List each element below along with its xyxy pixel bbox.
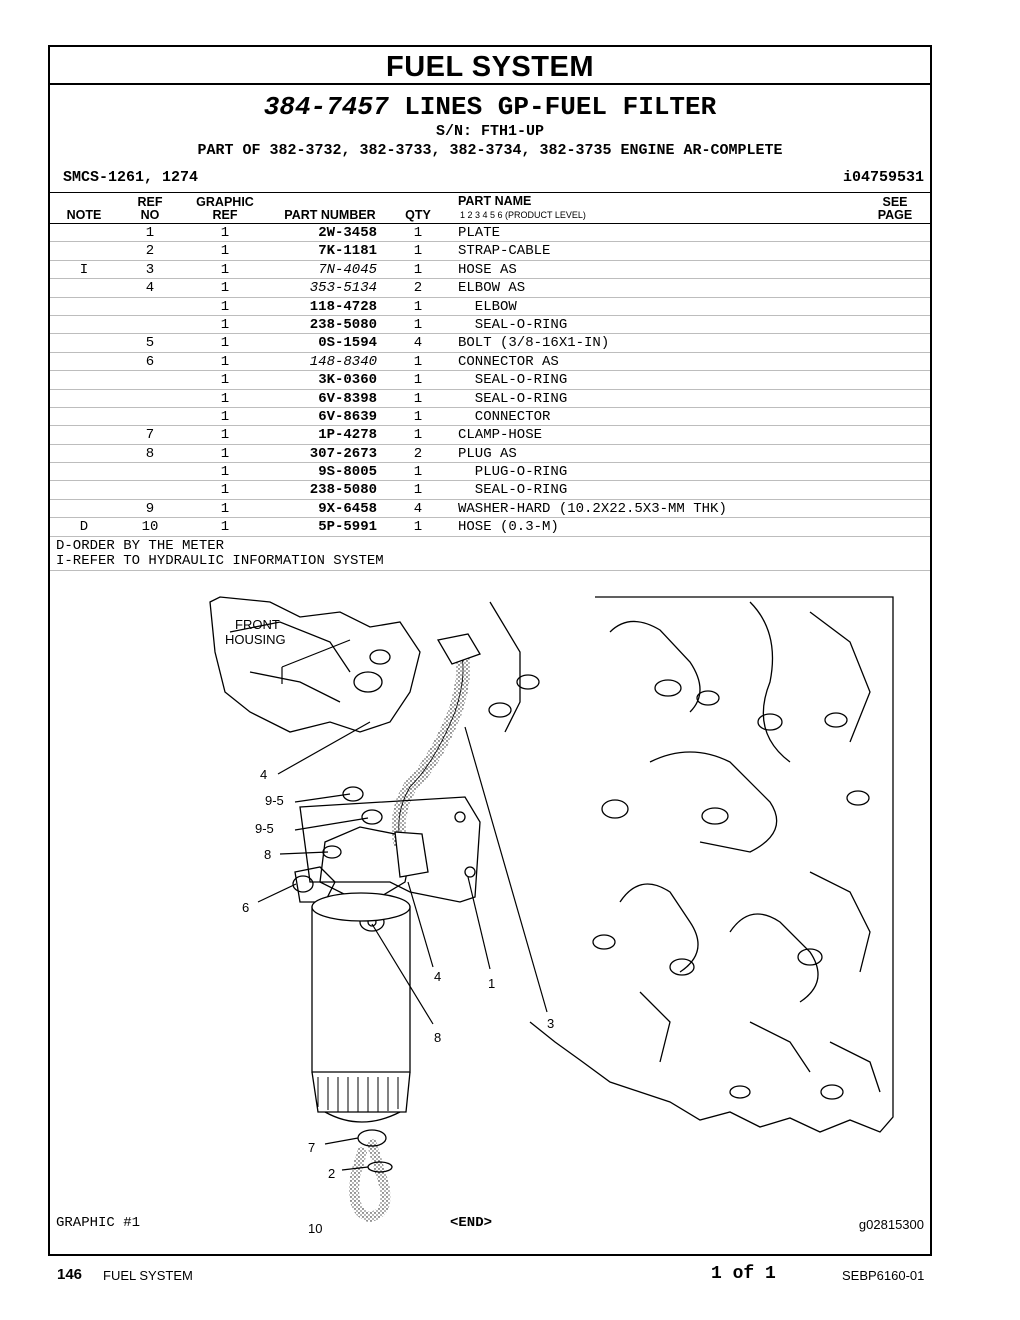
group-part-number: 384-7457: [263, 92, 389, 122]
table-row: [50, 261, 930, 279]
row-ref-no: 2: [145, 243, 155, 260]
graphic-number: g02815300: [858, 1217, 924, 1232]
table-row: [50, 334, 930, 352]
row-ref-no: 5: [145, 335, 155, 352]
col-qty: QTY: [405, 208, 431, 222]
callout-3: 3: [547, 1016, 555, 1031]
col-see-2: PAGE: [877, 208, 913, 222]
table-row: [50, 408, 930, 426]
row-qty: 4: [413, 335, 423, 352]
row-graphic-ref: 1: [220, 261, 230, 278]
note-i: I-REFER TO HYDRAULIC INFORMATION SYSTEM: [56, 553, 384, 569]
row-part-name: CLAMP-HOSE: [458, 427, 543, 444]
graphic-label: GRAPHIC #1: [56, 1215, 141, 1231]
row-part-number: 148-8340: [309, 353, 377, 370]
row-part-name: SEAL-O-RING: [458, 390, 568, 407]
table-row: [50, 371, 930, 389]
row-part-name: PLUG AS: [458, 445, 517, 462]
table-header: [50, 193, 930, 223]
row-part-name: SEAL-O-RING: [458, 372, 568, 389]
row-part-name: BOLT (3/8-16X1-IN): [458, 335, 610, 352]
table-row: [50, 316, 930, 334]
row-ref-no: 1: [145, 225, 155, 241]
row-graphic-ref: 1: [220, 372, 230, 389]
parts-table: [50, 224, 930, 537]
housing-label: HOUSING: [225, 632, 286, 647]
col-part-name: PART NAME: [458, 194, 532, 208]
row-ref-no: 10: [141, 519, 159, 536]
col-graphic-1: GRAPHIC: [196, 195, 254, 209]
row-graphic-ref: 1: [220, 390, 230, 407]
row-ref-no: 4: [145, 280, 155, 297]
document-frame: [48, 45, 932, 1256]
row-graphic-ref: 1: [220, 445, 230, 462]
callout-9-5: 9-5: [265, 793, 284, 808]
section-title: FUEL SYSTEM: [50, 47, 930, 85]
row-part-number: 7K-1181: [318, 243, 377, 260]
group-heading: [50, 92, 930, 122]
row-part-name: STRAP-CABLE: [458, 243, 551, 260]
note-d: D-ORDER BY THE METER: [56, 538, 225, 554]
row-part-name: WASHER-HARD (10.2X22.5X3-MM THK): [458, 500, 727, 517]
col-graphic-2: REF: [212, 208, 238, 222]
row-part-name: ELBOW: [458, 298, 517, 315]
table-row: [50, 445, 930, 463]
row-qty: 4: [413, 500, 423, 517]
footer-page-of: 1 of 1: [711, 1264, 776, 1284]
row-graphic-ref: 1: [220, 408, 230, 425]
table-row: [50, 298, 930, 316]
row-part-name: HOSE AS: [458, 261, 517, 278]
row-qty: 1: [413, 390, 423, 407]
divider: [50, 570, 930, 571]
mounting-plate: [300, 797, 480, 902]
table-row: [50, 481, 930, 499]
row-part-number: 5P-5991: [318, 519, 377, 536]
col-see-1: SEE: [882, 195, 908, 209]
row-graphic-ref: 1: [220, 316, 230, 333]
row-qty: 1: [413, 519, 423, 536]
table-row: [50, 426, 930, 444]
row-part-name: CONNECTOR: [458, 408, 551, 425]
row-qty: 1: [413, 225, 423, 241]
smcs-codes: SMCS-1261, 1274: [63, 169, 199, 186]
row-note: D: [79, 519, 89, 536]
row-graphic-ref: 1: [220, 353, 230, 370]
table-row: [50, 500, 930, 518]
callout-10: 10: [308, 1221, 323, 1236]
row-part-number: 0S-1594: [318, 335, 377, 352]
footer-system: FUEL SYSTEM: [103, 1268, 193, 1283]
table-row: [50, 518, 930, 536]
hose-loop: [354, 1144, 386, 1217]
row-part-number: 238-5080: [309, 482, 377, 499]
footer-doc-number: SEBP6160-01: [842, 1268, 925, 1283]
row-graphic-ref: 1: [220, 500, 230, 517]
table-row: [50, 224, 930, 242]
row-graphic-ref: 1: [220, 335, 230, 352]
row-part-name: HOSE (0.3-M): [458, 519, 559, 536]
table-row: [50, 390, 930, 408]
row-part-number: 6V-8398: [318, 390, 377, 407]
footer-page-number: 146: [57, 1266, 83, 1283]
callout-8: 8: [434, 1030, 442, 1045]
row-part-number: 9S-8005: [318, 464, 377, 481]
serial-number: S/N: FTH1-UP: [435, 123, 545, 140]
row-graphic-ref: 1: [220, 482, 230, 499]
row-part-number: 2W-3458: [318, 225, 377, 241]
row-qty: 1: [413, 464, 423, 481]
row-part-number: 353-5134: [309, 280, 377, 297]
col-note: NOTE: [66, 208, 102, 222]
row-qty: 1: [413, 243, 423, 260]
group-name: LINES GP-FUEL FILTER: [404, 92, 717, 122]
housing-label: FRONT: [235, 617, 280, 632]
callout-7: 7: [308, 1140, 316, 1155]
row-qty: 1: [413, 316, 423, 333]
row-qty: 1: [413, 427, 423, 444]
row-part-number: 3K-0360: [318, 372, 377, 389]
row-part-number: 9X-6458: [318, 500, 377, 517]
row-ref-no: 7: [145, 427, 155, 444]
table-row: [50, 463, 930, 481]
elbow-top: [438, 634, 480, 664]
info-id: i04759531: [842, 169, 924, 186]
callout-6: 6: [242, 900, 250, 915]
col-part-number: PART NUMBER: [284, 208, 376, 222]
callout-8: 8: [264, 847, 272, 862]
row-qty: 1: [413, 261, 423, 278]
table-row: [50, 242, 930, 260]
row-note: I: [79, 261, 89, 278]
row-qty: 1: [413, 353, 423, 370]
row-ref-no: 8: [145, 445, 155, 462]
callout-9-5: 9-5: [255, 821, 274, 836]
callout-4: 4: [260, 767, 268, 782]
notes: [56, 539, 384, 569]
row-part-number: 7N-4045: [318, 261, 377, 278]
row-graphic-ref: 1: [220, 225, 230, 241]
table-row: [50, 353, 930, 371]
row-graphic-ref: 1: [220, 280, 230, 297]
fuel-hose: [399, 650, 463, 842]
row-part-number: 6V-8639: [318, 408, 377, 425]
filter-canister: [312, 907, 410, 1072]
col-ref-1: REF: [137, 195, 163, 209]
part-of-line: PART OF 382-3732, 382-3733, 382-3734, 382-3735 ENGINE AR-COMPLETE: [197, 142, 783, 159]
row-graphic-ref: 1: [220, 298, 230, 315]
row-part-number: 118-4728: [309, 298, 377, 315]
row-graphic-ref: 1: [220, 427, 230, 444]
col-levels: 1 2 3 4 5 6 (PRODUCT LEVEL): [460, 210, 586, 220]
row-part-name: PLUG-O-RING: [458, 464, 568, 481]
row-qty: 1: [413, 372, 423, 389]
elbow-lower: [395, 832, 428, 877]
row-qty: 2: [413, 280, 423, 297]
row-qty: 1: [413, 482, 423, 499]
row-part-number: 238-5080: [309, 316, 377, 333]
row-part-number: 307-2673: [309, 445, 377, 462]
row-part-name: ELBOW AS: [458, 280, 526, 297]
row-qty: 1: [413, 408, 423, 425]
col-ref-2: NO: [140, 208, 160, 222]
row-part-name: SEAL-O-RING: [458, 316, 568, 333]
row-qty: 1: [413, 298, 423, 315]
row-qty: 2: [413, 445, 423, 462]
row-part-name: SEAL-O-RING: [458, 482, 568, 499]
row-graphic-ref: 1: [220, 464, 230, 481]
row-ref-no: 3: [145, 261, 155, 278]
row-part-name: PLATE: [458, 225, 501, 241]
row-graphic-ref: 1: [220, 243, 230, 260]
callout-2: 2: [328, 1166, 336, 1181]
table-row: [50, 279, 930, 297]
row-ref-no: 9: [145, 500, 155, 517]
row-graphic-ref: 1: [220, 519, 230, 536]
callout-4: 4: [434, 969, 442, 984]
row-part-number: 1P-4278: [318, 427, 377, 444]
end-marker: <END>: [450, 1215, 493, 1231]
callout-1: 1: [488, 976, 496, 991]
engine-block: [530, 597, 893, 1132]
row-ref-no: 6: [145, 353, 155, 370]
row-part-name: CONNECTOR AS: [458, 353, 559, 370]
